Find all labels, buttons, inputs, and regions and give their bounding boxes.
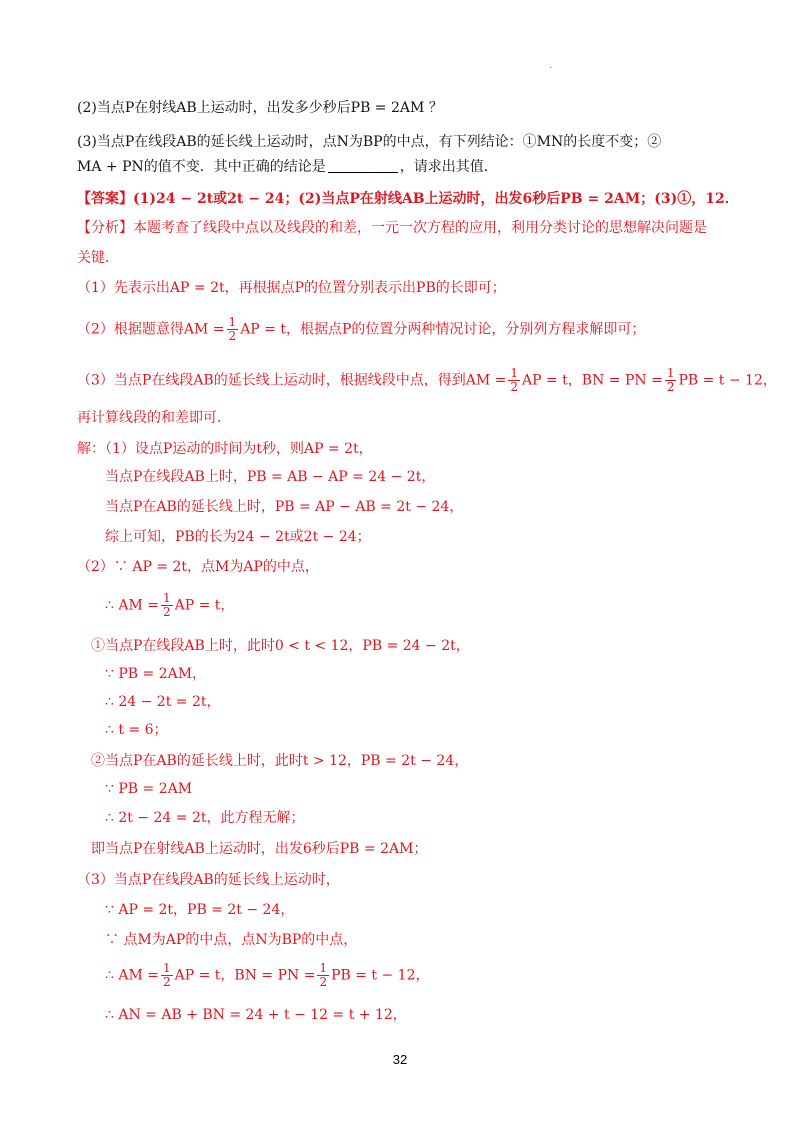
analysis-point3-c: PB = t − 12， — [678, 372, 777, 389]
question-2: (2)当点P在射线AB上运动时，出发多少秒后PB = 2AM ？ — [77, 100, 443, 116]
solution-step15: （3）当点P在线段AB的延长线上运动时， — [77, 872, 340, 888]
fraction-denominator: 2 — [228, 329, 237, 343]
question-3-text-a: MA + PN的值不变．其中正确的结论是 — [77, 159, 326, 175]
solution-step4: 综上可知，PB的长为24 − 2t或2t − 24； — [105, 529, 371, 545]
answer-text: (1)24 − 2t或2t − 24；(2)当点P在射线AB上运动时，出发6秒后PB = 2AM；(3)①，12． — [133, 191, 739, 207]
solution-step5: （2）∵ AP = 2t，点M为AP的中点， — [77, 559, 319, 575]
solution-step12: ∵ PB = 2AM — [105, 781, 193, 797]
solution-step9: ∴ 24 − 2t = 2t， — [105, 694, 221, 710]
answer-blank — [328, 158, 398, 173]
solution-step10: ∴ t = 6； — [105, 722, 168, 738]
fraction-denominator: 2 — [319, 975, 328, 989]
solution-step11: ②当点P在AB的延长线上时，此时t > 12，PB = 2t − 24， — [91, 753, 469, 769]
analysis-point3-a: （3）当点P在线段AB的延长线上运动时，根据线段中点，得到AM = — [77, 372, 507, 389]
analysis-point3-b: AP = t，BN = PN = — [522, 372, 663, 389]
fraction-denominator: 2 — [666, 380, 675, 394]
fraction-numerator: 1 — [510, 366, 518, 380]
fraction-numerator: 1 — [162, 591, 171, 605]
solution-step6-b: AP = t， — [174, 597, 235, 614]
fraction-half — [317, 962, 329, 989]
question-3-line1: (3)当点P在线段AB的延长线上运动时，点N为BP的中点，有下列结论：①MN的长度不变；② — [77, 134, 662, 150]
fraction-half — [161, 962, 173, 989]
solution-step18 — [105, 962, 430, 989]
solution-step18-b: AP = t，BN = PN = — [174, 967, 316, 984]
analysis-point2 — [77, 316, 645, 343]
fraction-denominator: 2 — [162, 605, 171, 619]
scan-speck: . — [549, 60, 553, 71]
solution-step1: 解：（1）设点P运动的时间为t秒，则AP = 2t， — [77, 441, 373, 457]
analysis-line2: 关键． — [77, 250, 119, 266]
fraction-numerator: 1 — [319, 961, 328, 975]
analysis-point1: （1）先表示出AP = 2t，再根据点P的位置分别表示出PB的长即可； — [77, 280, 506, 296]
analysis-tag: 【分析】 — [77, 220, 133, 236]
solution-step16: ∵ AP = 2t，PB = 2t − 24， — [105, 902, 295, 918]
solution-step17: ∵ 点M为AP的中点，点N为BP的中点， — [105, 932, 358, 948]
fraction-denominator: 2 — [162, 975, 171, 989]
fraction-numerator: 1 — [228, 315, 237, 329]
analysis-line1 — [77, 218, 707, 238]
solution-step18-a: ∴ AM = — [105, 967, 159, 984]
fraction-half — [161, 592, 173, 619]
question-3-text-b: ，请求出其值． — [399, 159, 498, 175]
analysis-point3 — [77, 367, 777, 394]
solution-step14: 即当点P在射线AB上运动时，出发6秒后PB = 2AM； — [91, 841, 428, 857]
solution-step6-a: ∴ AM = — [105, 597, 159, 614]
fraction-half — [665, 367, 677, 394]
solution-step19: ∴ AN = AB + BN = 24 + t − 12 = t + 12， — [105, 1007, 407, 1023]
analysis-point2-a: （2）根据题意得AM = — [77, 321, 225, 338]
solution-step3: 当点P在AB的延长线上时，PB = AP − AB = 2t − 24， — [105, 499, 464, 515]
solution-step7: ①当点P在线段AB上时，此时0 < t < 12，PB = 24 − 2t， — [91, 638, 470, 654]
solution-step2: 当点P在线段AB上时，PB = AB − AP = 24 − 2t， — [105, 469, 436, 485]
solution-step13: ∴ 2t − 24 = 2t，此方程无解； — [105, 810, 305, 826]
analysis-text: 本题考查了线段中点以及线段的和差，一元一次方程的应用，利用分类讨论的思想解决问题是 — [133, 220, 707, 236]
fraction-numerator: 1 — [162, 961, 171, 975]
answer-tag: 【答案】 — [77, 191, 133, 207]
analysis-point3-line2: 再计算线段的和差即可． — [77, 410, 231, 426]
fraction-half — [227, 316, 239, 343]
question-3-line2 — [77, 157, 498, 177]
answer-line — [77, 189, 739, 209]
fraction-denominator: 2 — [510, 380, 518, 394]
solution-step6 — [105, 592, 234, 619]
fraction-half — [508, 367, 520, 394]
solution-step18-c: PB = t − 12， — [331, 967, 430, 984]
fraction-numerator: 1 — [666, 366, 675, 380]
solution-step8: ∵ PB = 2AM， — [105, 666, 207, 682]
analysis-point2-b: AP = t，根据点P的位置分两种情况讨论，分别列方程求解即可； — [240, 321, 646, 338]
page-number: 32 — [392, 1052, 408, 1067]
